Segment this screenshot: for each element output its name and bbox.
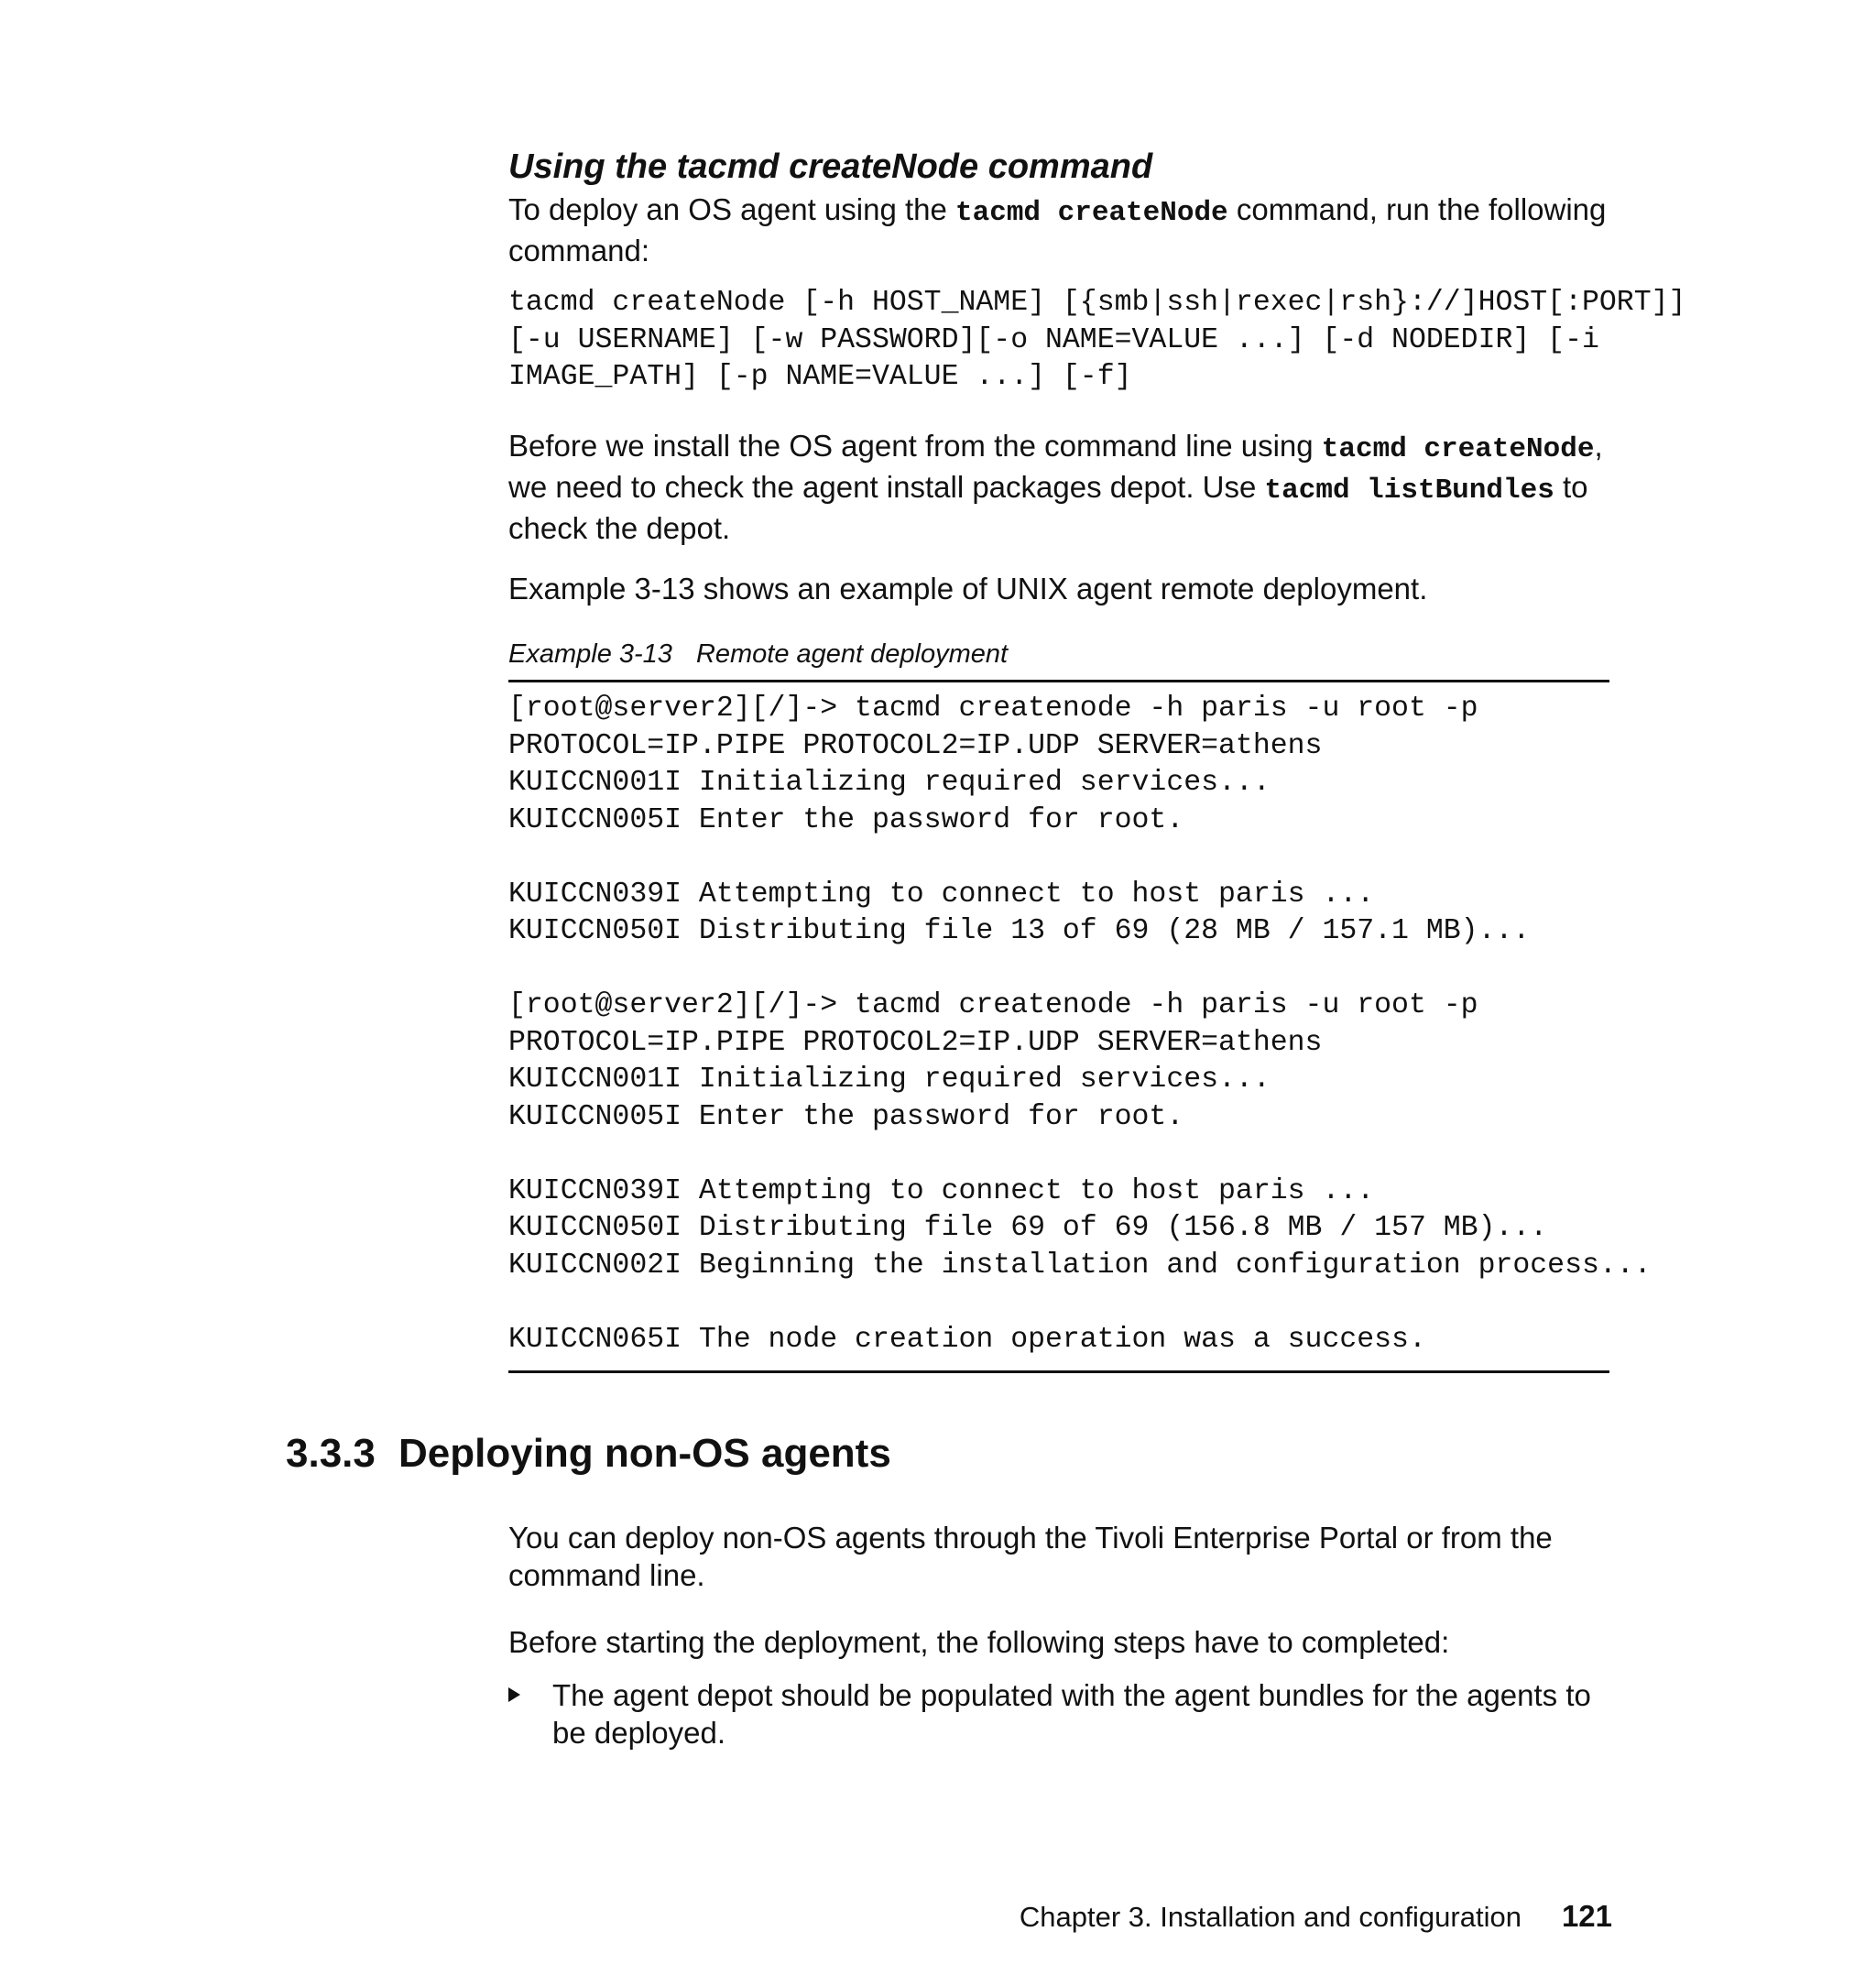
page-footer	[916, 1898, 1612, 1936]
section-heading	[286, 1429, 891, 1479]
example-code-line: KUICCN050I Distributing file 13 of 69 (28 MB / 157.1 MB)...	[508, 915, 1531, 947]
footer-chapter: Chapter 3. Installation and configuration	[1019, 1901, 1522, 1933]
section-paragraph-2: Before starting the deployment, the following steps have to completed:	[508, 1625, 1450, 1659]
bullet-triangle-icon	[508, 1687, 520, 1702]
section-number: 3.3.3	[286, 1431, 376, 1476]
before-install-paragraph	[508, 427, 1609, 547]
page-number: 121	[1561, 1899, 1612, 1933]
intro-command: tacmd createNode	[955, 197, 1228, 229]
intro-paragraph	[508, 191, 1609, 269]
before-install-text-2: , we need to check the agent install packages depot. Use	[508, 429, 1603, 504]
example-bottom-rule	[508, 1370, 1609, 1373]
section-paragraph-1: You can deploy non-OS agents through the Tivoli Enterprise Portal or from the command line.	[508, 1521, 1553, 1592]
example-caption	[508, 638, 1609, 671]
list-item	[508, 1676, 1609, 1759]
example-code-line: [root@server2][/]-> tacmd createnode -h paris -u root -p	[508, 989, 1478, 1021]
intro-text-after: command, run the following command:	[508, 192, 1607, 267]
example-code-line: KUICCN002I Beginning the installation and configuration process...	[508, 1249, 1652, 1282]
example-code-line	[508, 1284, 1609, 1322]
before-install-text-1: Before we install the OS agent from the command line using	[508, 429, 1322, 463]
syntax-line: [-u USERNAME] [-w PASSWORD][-o NAME=VALUE ...] [-d NODEDIR] [-i	[508, 323, 1599, 356]
example-code-line: KUICCN005I Enter the password for root.	[508, 803, 1184, 836]
example-code-line: KUICCN039I Attempting to connect to host paris ...	[508, 1174, 1375, 1207]
example-code-line: PROTOCOL=IP.PIPE PROTOCOL2=IP.UDP SERVER=athens	[508, 729, 1323, 762]
example-code-line: KUICCN065I The node creation operation was a success.	[508, 1323, 1426, 1356]
example-code-block	[508, 691, 1652, 1359]
example-reference-paragraph: Example 3-13 shows an example of UNIX agent remote deployment.	[508, 572, 1428, 606]
example-title: Remote agent deployment	[695, 639, 1009, 669]
subsection-title: Using the tacmd createNode command	[508, 147, 1153, 186]
intro-text-before: To deploy an OS agent using the	[508, 192, 956, 226]
example-code-line: KUICCN001I Initializing required services...	[508, 1064, 1271, 1096]
example-code-line: KUICCN039I Attempting to connect to host paris ...	[508, 878, 1375, 911]
example-code-line: [root@server2][/]-> tacmd createnode -h paris -u root -p	[508, 693, 1478, 725]
example-code-line: KUICCN050I Distributing file 69 of 69 (156.8 MB / 157 MB)...	[508, 1212, 1548, 1244]
example-code-line	[508, 1136, 1609, 1173]
before-install-command-1: tacmd createNode	[1321, 433, 1595, 465]
bullet-text: The agent depot should be populated with the agent bundles for the agents to be deployed.	[552, 1678, 1591, 1750]
example-code-line	[508, 839, 1609, 877]
example-code-line: KUICCN005I Enter the password for root.	[508, 1100, 1184, 1133]
before-install-text-3: to check the depot.	[508, 470, 1588, 545]
example-top-rule	[508, 680, 1609, 682]
command-syntax-block	[508, 285, 1686, 397]
syntax-line: IMAGE_PATH] [-p NAME=VALUE ...] [-f]	[508, 361, 1132, 393]
syntax-line: tacmd createNode [-h HOST_NAME] [{smb|ssh|rexec|rsh}://]HOST[:PORT]]	[508, 287, 1686, 319]
section-title: Deploying non-OS agents	[398, 1431, 891, 1476]
example-code-line: KUICCN001I Initializing required services...	[508, 767, 1271, 799]
before-install-command-2: tacmd listBundles	[1264, 475, 1554, 507]
example-code-line	[508, 951, 1609, 988]
example-code-line: PROTOCOL=IP.PIPE PROTOCOL2=IP.UDP SERVER=athens	[508, 1026, 1323, 1059]
example-label: Example 3-13	[508, 639, 672, 669]
